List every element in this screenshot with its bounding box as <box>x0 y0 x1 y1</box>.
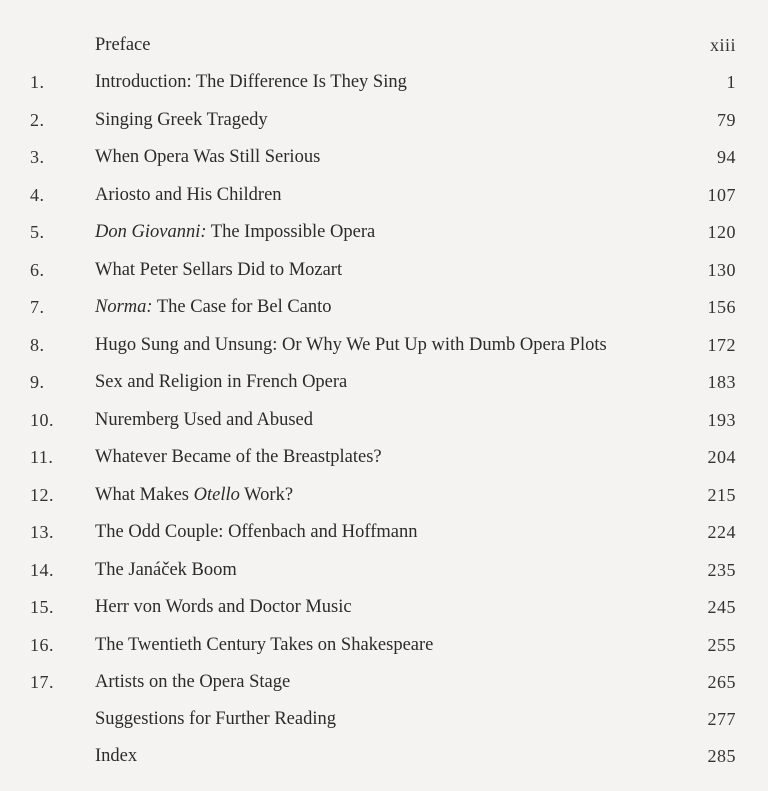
toc-entry <box>0 672 768 702</box>
toc-entry <box>0 372 768 402</box>
chapter-number: 11. <box>30 447 54 467</box>
page-number: 1 <box>726 72 736 92</box>
chapter-title <box>95 485 293 506</box>
chapter-title-post: Artists on the Opera Stage <box>95 672 291 692</box>
chapter-title <box>95 635 433 656</box>
page-number: 224 <box>707 522 736 542</box>
chapter-number: 7. <box>30 297 45 317</box>
chapter-number: 2. <box>30 110 45 130</box>
chapter-title <box>95 597 352 618</box>
page-number: 172 <box>707 335 736 355</box>
chapter-title <box>95 709 336 730</box>
chapter-title-post: Suggestions for Further Reading <box>95 709 336 729</box>
page-number: 265 <box>707 672 736 692</box>
chapter-title <box>95 72 407 93</box>
chapter-number: 4. <box>30 185 45 205</box>
toc-entry <box>0 35 768 65</box>
chapter-title <box>95 260 342 281</box>
page-number: 183 <box>707 372 736 392</box>
chapter-title-post: Sex and Religion in French Opera <box>95 372 348 392</box>
page-number: 285 <box>707 746 736 766</box>
toc-entry <box>0 297 768 327</box>
page-number: 120 <box>707 222 736 242</box>
toc-entry <box>0 447 768 477</box>
chapter-number: 6. <box>30 260 45 280</box>
toc-entry <box>0 597 768 627</box>
chapter-title-post: The Impossible Opera <box>206 222 376 242</box>
toc-entry <box>0 335 768 365</box>
chapter-title-post: Ariosto and His Children <box>95 185 282 205</box>
chapter-number: 5. <box>30 222 45 242</box>
chapter-title-post: Nuremberg Used and Abused <box>95 410 314 430</box>
chapter-title-post: The Case for Bel Canto <box>152 297 332 317</box>
toc-entry <box>0 147 768 177</box>
chapter-title-post: The Janáček Boom <box>95 560 237 580</box>
chapter-number: 17. <box>30 672 54 692</box>
chapter-title <box>95 447 382 468</box>
page-number: 245 <box>707 597 736 617</box>
toc-entry <box>0 185 768 215</box>
toc-entry <box>0 635 768 665</box>
chapter-title <box>95 185 282 206</box>
page-number: 130 <box>707 260 736 280</box>
page-number: 156 <box>707 297 736 317</box>
page-number: 255 <box>707 635 736 655</box>
chapter-title-pre: What Makes <box>95 485 194 505</box>
chapter-number: 8. <box>30 335 45 355</box>
chapter-title-post: Introduction: The Difference Is They Sing <box>95 72 407 92</box>
chapter-title <box>95 560 237 581</box>
chapter-title <box>95 522 417 543</box>
toc-entry <box>0 410 768 440</box>
chapter-number: 16. <box>30 635 54 655</box>
chapter-title-post: Hugo Sung and Unsung: Or Why We Put Up with Dumb Opera Plots <box>95 335 607 355</box>
chapter-title <box>95 222 375 243</box>
page-number: 215 <box>707 485 736 505</box>
chapter-title <box>95 410 313 431</box>
chapter-title-post: Singing Greek Tragedy <box>95 110 268 130</box>
chapter-title-post: What Peter Sellars Did to Mozart <box>95 260 343 280</box>
page-number: 277 <box>707 709 736 729</box>
chapter-title-post: Herr von Words and Doctor Music <box>95 597 352 617</box>
chapter-number: 9. <box>30 372 45 392</box>
chapter-number: 1. <box>30 72 45 92</box>
toc-entry <box>0 485 768 515</box>
toc-entry <box>0 72 768 102</box>
chapter-title <box>95 335 607 356</box>
chapter-title <box>95 372 347 393</box>
page-number: 193 <box>707 410 736 430</box>
chapter-number: 14. <box>30 560 54 580</box>
chapter-title-post: The Twentieth Century Takes on Shakespeare <box>95 635 434 655</box>
chapter-title <box>95 147 320 168</box>
chapter-title-post: Work? <box>239 485 294 505</box>
chapter-title-italic: Otello <box>193 485 240 505</box>
chapter-number: 15. <box>30 597 54 617</box>
chapter-number: 13. <box>30 522 54 542</box>
toc-entry <box>0 110 768 140</box>
chapter-title-post: When Opera Was Still Serious <box>95 147 321 167</box>
chapter-number: 10. <box>30 410 54 430</box>
toc-entry <box>0 260 768 290</box>
chapter-title-italic: Norma: <box>95 297 153 317</box>
page-number: 79 <box>717 110 736 130</box>
toc-entry <box>0 222 768 252</box>
chapter-title <box>95 746 137 767</box>
chapter-title <box>95 110 268 131</box>
page-number: 107 <box>707 185 736 205</box>
chapter-title-post: Index <box>95 746 138 766</box>
page-number: 94 <box>717 147 736 167</box>
page-number: 204 <box>707 447 736 467</box>
chapter-title-post: The Odd Couple: Offenbach and Hoffmann <box>95 522 418 542</box>
chapter-number: 12. <box>30 485 54 505</box>
toc-entry <box>0 522 768 552</box>
toc-entry <box>0 560 768 590</box>
chapter-number: 3. <box>30 147 45 167</box>
chapter-title-italic: Don Giovanni: <box>95 222 207 242</box>
chapter-title-post: Preface <box>95 35 151 55</box>
chapter-title <box>95 35 150 56</box>
page-number: xiii <box>709 35 736 55</box>
toc-entry <box>0 746 768 776</box>
toc-entry <box>0 709 768 739</box>
chapter-title-post: Whatever Became of the Breastplates? <box>95 447 382 467</box>
chapter-title <box>95 672 290 693</box>
page-number: 235 <box>707 560 736 580</box>
chapter-title <box>95 297 332 318</box>
